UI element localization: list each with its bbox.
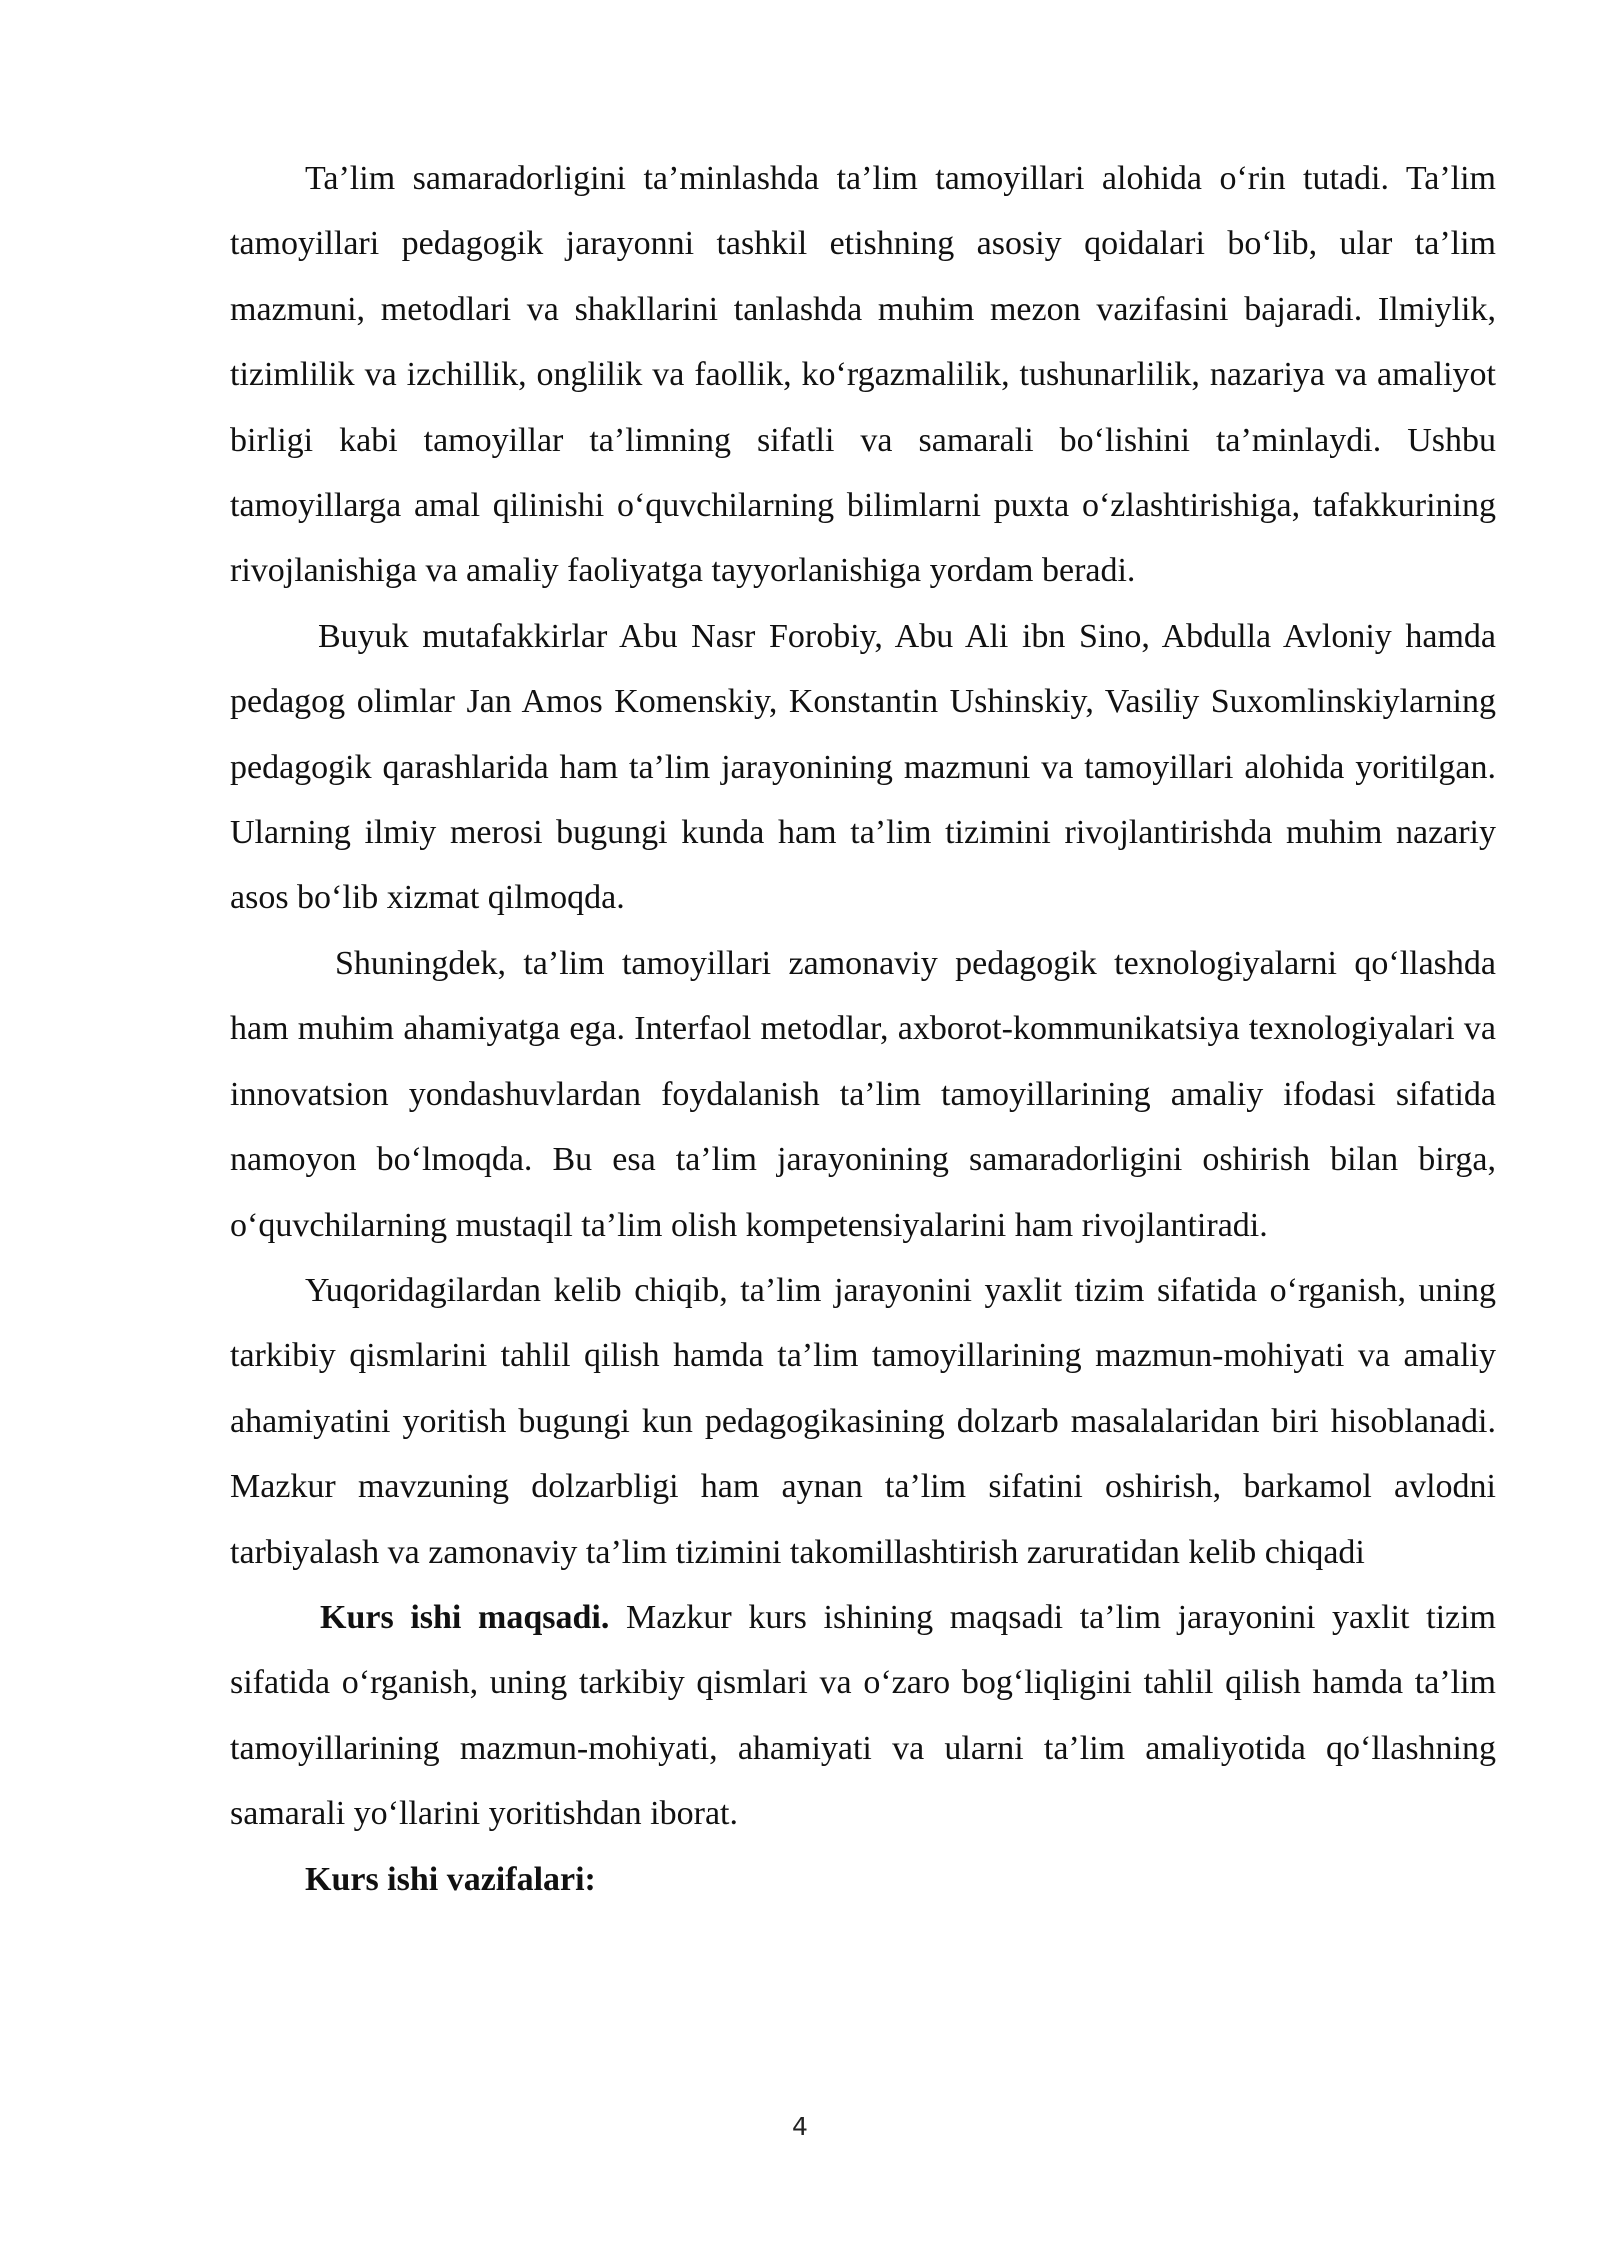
- paragraph-education-principles: Ta’lim samaradorligini ta’minlashda ta’lim tamoyillari alohida o‘rin tutadi. Ta’lim tamoyillari pedagogik jarayonni tashkil etishning asosiy qoidalari bo‘lib, ular ta’lim mazmuni, metodlari va shakllarini tanlashda muhim mezon vazifasini bajaradi. Ilmiylik, tizimlilik va izchillik, onglilik va faollik, ko‘rgazmalilik, tushunarlilik, nazariya va amaliyot birligi kabi tamoyillar ta’limning sifatli va samarali bo‘lishini ta’minlaydi. Ushbu tamoyillarga amal qilinishi o‘quvchilarning bilimlarni puxta o‘zlashtirishiga, tafakkurining rivojlanishiga va amaliy faoliyatga tayyorlanishiga yordam beradi.: [230, 160, 1496, 590]
- paragraph-great-thinkers: Buyuk mutafakkirlar Abu Nasr Forobiy, Abu Ali ibn Sino, Abdulla Avloniy hamda pedagog olimlar Jan Amos Komenskiy, Konstantin Ushinskiy, Vasiliy Suxomlinskiylarning pedagogik qarashlarida ham ta’lim jarayonining mazmuni va tamoyillari alohida yoritilgan. Ularning ilmiy merosi bugungi kunda ham ta’lim tizimini rivojlantirishda muhim nazariy asos bo‘lib xizmat qilmoqda.: [230, 617, 1496, 917]
- paragraph-modern-technologies: Shuningdek, ta’lim tamoyillari zamonaviy pedagogik texnologiyalarni qo‘llashda ham muhim ahamiyatga ega. Interfaol metodlar, axborot-kommunikatsiya texnologiyalari va innovatsion yondashuvlardan foydalanish ta’lim tamoyillarining amaliy ifodasi sifatida namoyon bo‘lmoqda. Bu esa ta’lim jarayonining samaradorligini oshirish bilan birga, o‘quvchilarning mustaqil ta’lim olish kompetensiyalarini ham rivojlantiradi.: [230, 944, 1496, 1244]
- course-tasks-heading: Kurs ishi vazifalari:: [305, 1860, 596, 1898]
- document-page: [230, 146, 1496, 1912]
- paragraph-relevance: Yuqoridagilardan kelib chiqib, ta’lim jarayonini yaxlit tizim sifatida o‘rganish, uning tarkibiy qismlarini tahlil qilish hamda ta’lim tamoyillarining mazmun-mohiyati va amaliy ahamiyatini yoritish bugungi kun pedagogikasining dolzarb masalalaridan biri hisoblanadi. Mazkur mavzuning dolzarbligi ham aynan ta’lim sifatini oshirish, barkamol avlodni tarbiyalash va zamonaviy ta’lim tizimini takomillashtirish zaruratidan kelib chiqadi: [230, 1271, 1496, 1571]
- paragraph-course-goal: [230, 1585, 1496, 1847]
- course-goal-label: Kurs ishi maqsadi.: [320, 1598, 610, 1636]
- course-goal-text: Mazkur kurs ishining maqsadi ta’lim jarayonini yaxlit tizim sifatida o‘rganish, uning tarkibiy qismlari va o‘zaro bog‘liqligini tahlil qilish hamda ta’lim tamoyillarining mazmun-mohiyati, ahamiyati va ularni ta’lim amaliyotida qo‘llashning samarali yo‘llarini yoritishdan iborat.: [230, 1598, 1497, 1833]
- page-number: 4: [792, 2112, 808, 2141]
